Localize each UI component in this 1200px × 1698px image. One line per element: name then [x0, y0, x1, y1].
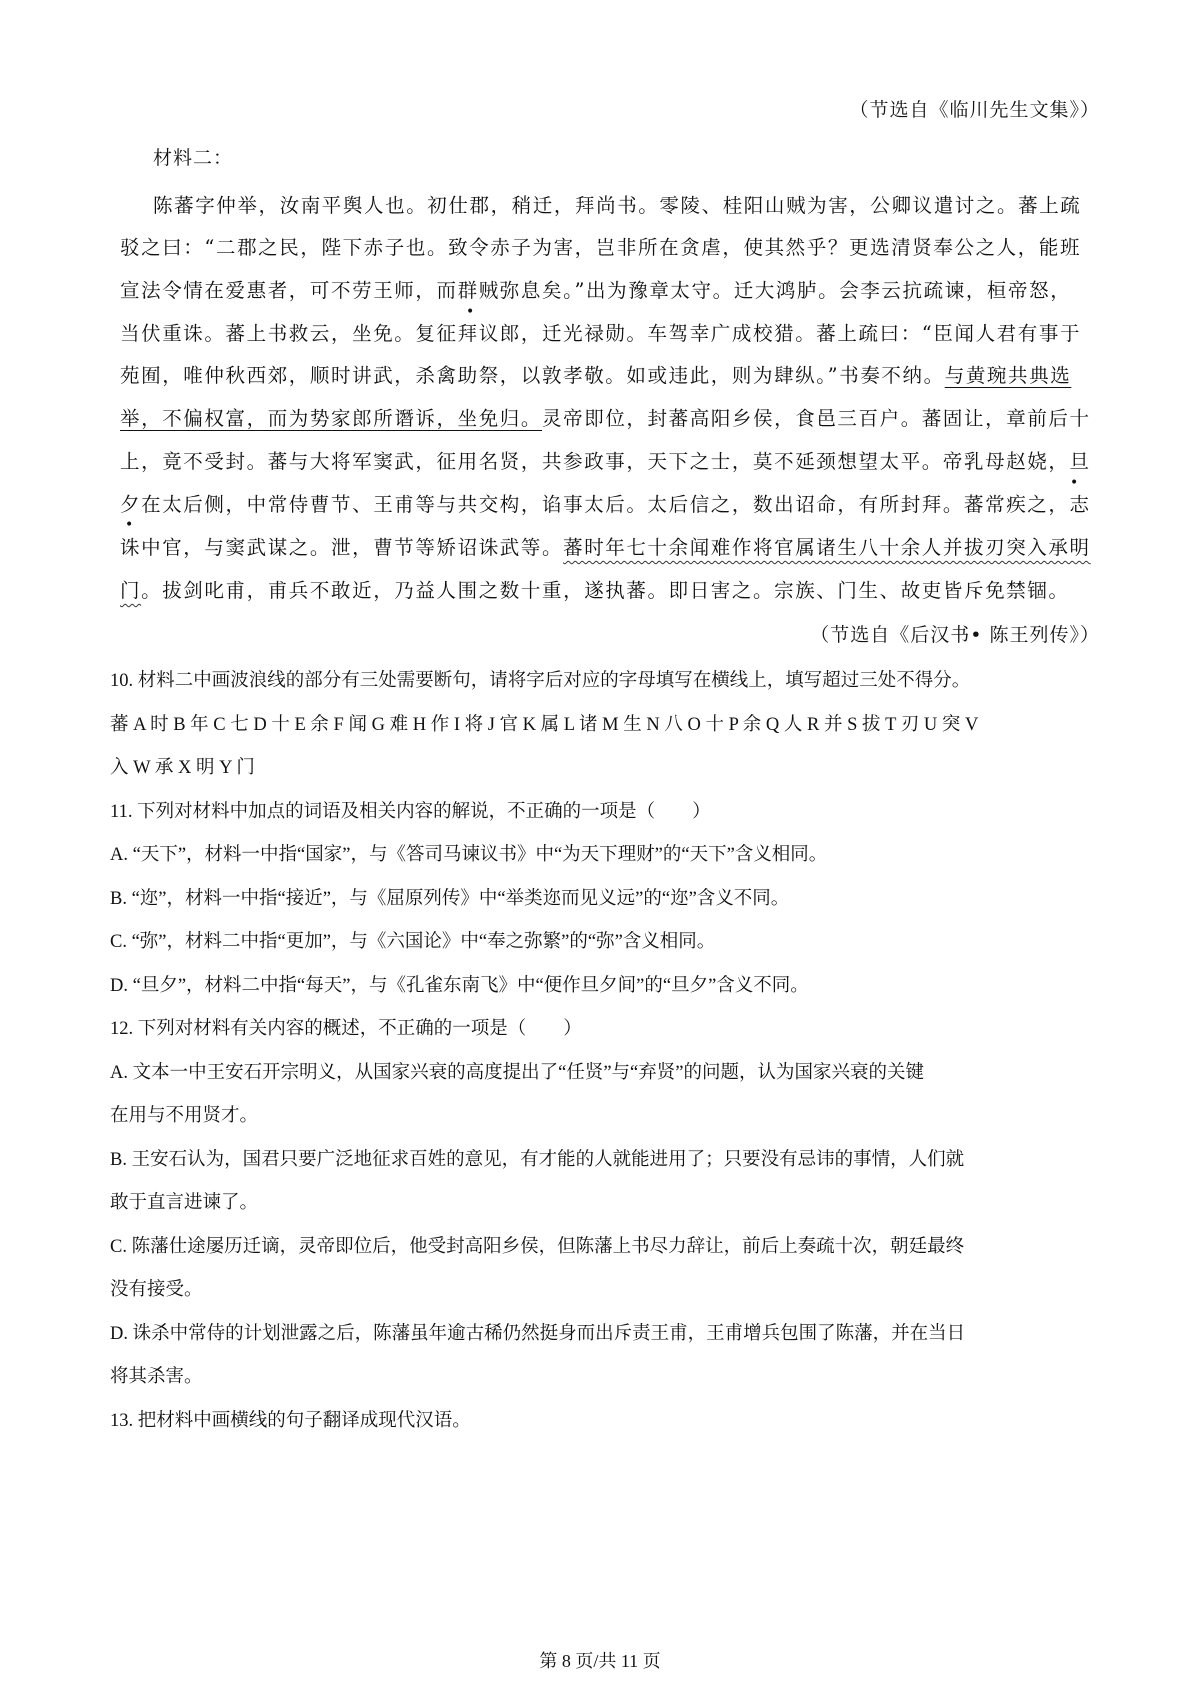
question-12-option-d-line-2: 将其杀害。: [110, 1367, 203, 1387]
source-citation-2: （节选自《后汉书• 陈王列传》）: [810, 624, 1100, 646]
emphasis-dot-xi: •: [125, 517, 134, 533]
question-12-option-a-line-1: A. 文本一中王安石开宗明义，从国家兴衰的高度提出了“任贤”与“弃贤”的问题，认为国家兴衰的关键: [110, 1063, 924, 1083]
question-12-option-b-line-1: B. 王安石认为，国君只要广泛地征求百姓的意见，有才能的人就能进用了；只要没有忌讳的事情，人们就: [110, 1150, 965, 1170]
material-2-label: 材料二：: [153, 147, 234, 169]
question-12-stem: 12. 下列对材料有关内容的概述，不正确的一项是（ ）: [110, 1019, 582, 1039]
wavy-sentence-part-2: 门: [120, 579, 142, 602]
passage-line-7: 上，竟不受封。蕃与大将军窦武，征用名贤，共参政事，天下之士，莫不延颈想望太平。帝乳母赵娆，旦: [120, 450, 1091, 473]
question-10-stem: 10. 材料二中画波浪线的部分有三处需要断句，请将字后对应的字母填写在横线上，填写超过三处不得分。: [110, 671, 971, 691]
question-11-option-d: D. “旦夕”，材料二中指“每天”，与《孔雀东南飞》中“便作旦夕间”的“旦夕”含义不同。: [110, 976, 809, 996]
question-11-option-b: B. “迩”，材料一中指“接近”，与《屈原列传》中“举类迩而见义远”的“迩”含义不同。: [110, 889, 790, 909]
question-11-option-a: A. “天下”，材料一中指“国家”，与《答司马谏议书》中“为天下理财”的“天下”含义相同。: [110, 845, 828, 865]
emphasis-dot-dan: •: [1070, 475, 1079, 491]
question-11-option-c: C. “弥”，材料二中指“更加”，与《六国论》中“奉之弥繁”的“弥”含义相同。: [110, 932, 716, 952]
question-12-option-c-line-1: C. 陈藩仕途屡历迁谪，灵帝即位后，他受封高阳乡侯，但陈藩上书尽力辞让，前后上奏疏十次，朝廷最终: [110, 1237, 965, 1257]
question-13-stem: 13. 把材料中画横线的句子翻译成现代汉语。: [110, 1411, 471, 1431]
source-citation-1: （节选自《临川先生文集》）: [849, 99, 1100, 121]
passage-line-5: [120, 360, 1100, 388]
wavy-sentence-part-1: 蕃时年七十余闻难作将官属诸生八十余人并拔刃突入承明: [563, 536, 1091, 559]
question-11-stem: 11. 下列对材料中加点的词语及相关内容的解说，不正确的一项是（ ）: [110, 802, 711, 822]
question-12-option-c-line-2: 没有接受。: [110, 1280, 203, 1300]
passage-line-10: [120, 575, 1100, 603]
question-10-letters-line-2: 入 W 承 X 明 Y 门: [110, 758, 255, 778]
question-12-option-a-line-2: 在用与不用贤才。: [110, 1106, 259, 1126]
underlined-sentence-part-1: 与黄琬共典选: [944, 364, 1072, 387]
emphasis-dot-mi: •: [466, 304, 475, 320]
passage-line-2: 驳之曰：“二郡之民，陛下赤子也。致令赤子为害，岂非所在贪虐，使其然乎？更选清贤奉公之人，能班: [120, 236, 1082, 259]
passage-line-6: [120, 403, 1100, 431]
question-12-option-d-line-1: D. 诛杀中常侍的计划泄露之后，陈藩虽年逾古稀仍然挺身而出斥责王甫，王甫增兵包围了陈藩，并在当日: [110, 1324, 966, 1344]
passage-line-5-text: 苑囿，唯仲秋西郊，顺时讲武，杀禽助祭，以敦孝敬。如或违此，则为肆纵。”书奏不纳。: [120, 364, 945, 387]
passage-line-8: 夕在太后侧，中常侍曹节、王甫等与共交构，谄事太后。太后信之，数出诏命，有所封拜。蕃常疾之，志: [120, 493, 1091, 516]
passage-line-9-text: 诛中官，与窦武谋之。泄，曹节等矫诏诛武等。: [120, 536, 564, 559]
passage-line-6-text: 灵帝即位，封蕃高阳乡侯，食邑三百户。蕃固让，章前后十: [542, 407, 1091, 430]
question-12-option-b-line-2: 敢于直言进谏了。: [110, 1193, 259, 1213]
passage-line-4: 当伏重诛。蕃上书救云，坐免。复征拜议郎，迁光禄勋。车驾幸广成校猎。蕃上疏曰：“臣闻人君有事于: [120, 322, 1082, 345]
passage-line-9: [120, 532, 1100, 560]
underlined-sentence-part-2: 举，不偏权富，而为势家郎所谮诉，坐免归。: [120, 407, 543, 430]
passage-line-10-text: 。拔剑叱甫，甫兵不敢近，乃益人围之数十重，遂执蕃。即日害之。宗族、门生、故吏皆斥免禁锢。: [141, 579, 1070, 602]
passage-line-1: 陈蕃字仲举，汝南平舆人也。初仕郡，稍迁，拜尚书。零陵、桂阳山贼为害，公卿议遣讨之。蕃上疏: [153, 194, 1082, 217]
page-footer: 第 8 页/共 11 页: [539, 1651, 661, 1671]
passage-line-3: 宣法令情在爱惠者，可不劳王师，而群贼弥息矣。”出为豫章太守。迁大鸿胪。会李云抗疏谏，桓帝怒，: [120, 279, 1072, 302]
question-10-letters-line-1: 蕃 A 时 B 年 C 七 D 十 E 余 F 闻 G 难 H 作 I 将 J 官 K 属 L 诸 M 生 N 八 O 十 P 余 Q 人 R 并 S 拔 T 刃 U 突 V: [110, 715, 979, 735]
